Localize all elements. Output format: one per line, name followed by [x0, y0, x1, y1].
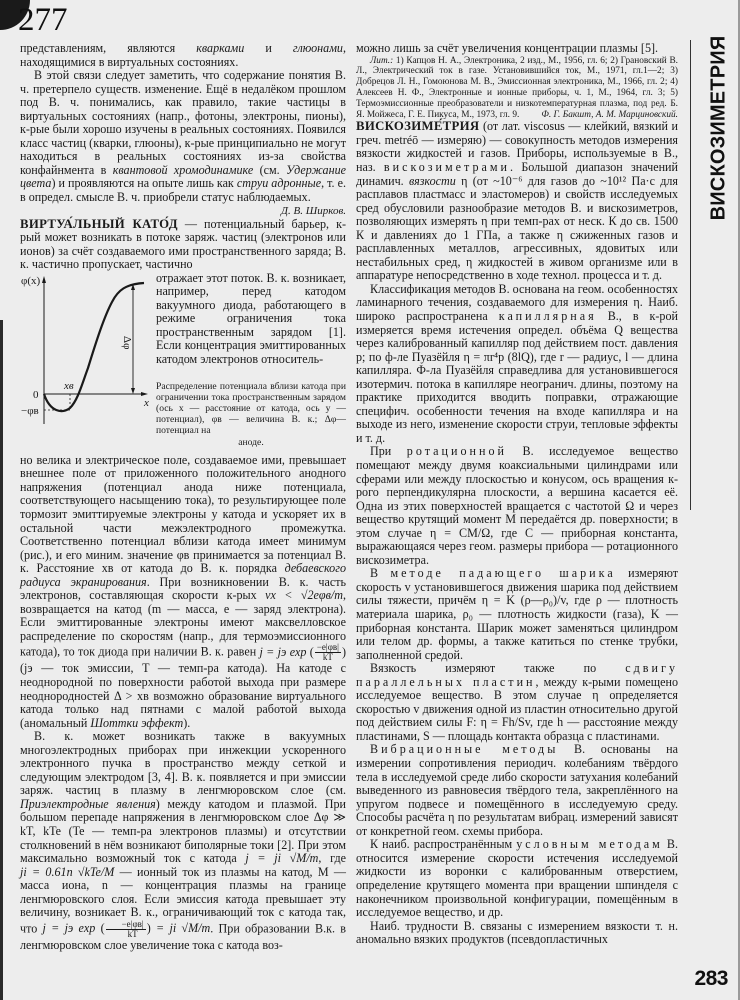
author-signature: Ф. Г. Бакшт, А. М. Марциновский. — [541, 109, 678, 120]
entry-virtual-cathode: ВИРТУА́ЛЬНЫЙ КАТО́Д — потенциальный барьер, к-рый может возникать в потоке заряж. частиц (электронов или ионов) за счёт создаваемого ими пространственного заряда; В. к. частично пропускает, частично — [20, 216, 346, 272]
x-axis-arrow — [141, 392, 148, 396]
page-number-left: 277 — [18, 2, 68, 38]
delta-phi-label: Δφ — [121, 335, 133, 350]
figure-side-text — [156, 272, 346, 448]
caption-last-line: аноде. — [238, 436, 264, 448]
figure-caption — [156, 381, 346, 448]
potential-distribution-figure — [20, 272, 152, 432]
entry-viscometry: ВИСКОЗИМЕ́ТРИЯ (от лат. viscosus — клейкий, вязкий и греч. metréō — измеряю) — совокупность методов измерения вязкости жидкостей и газов. Приборы, используемые в В., наз. вискозиметрами. Большой диапазон значений динамич. вязкости η (от ~10⁻⁶ для газов до ~10¹² Па·с для расплавов пластмасс и эластомеров) и свойств исследуемых сред обусловили разнообразие методов В. и вискозиметров, позволяющих измерять η при темп-рах от неск. К до св. 1500 К и давлениях до 1 ГПа, а также η сжиженных газов и расплавленных металлов, агрессивных, ядовитых или нестабильных сред, η жидкостей в живом организме или в аппаратуре непосредственно в ходе технол. процесса и т. д. — [356, 119, 678, 283]
min-potential-label: −φв — [21, 404, 39, 417]
page-number-right: 283 — [694, 967, 728, 990]
author-signature: Д. В. Ширков. — [281, 204, 346, 217]
paragraph: представлениям, являются кварками и глюонами, находящимися в виртуальных состояниях. — [20, 41, 346, 69]
zero-label: 0 — [33, 388, 39, 401]
caption-text: Распределение потенциала вблизи катода при ограничении тока пространственным зарядом (ось x — расстояние от катода, ось y — потенциал), φв — величина В. к.; Δφ—потенциал на — [156, 380, 346, 437]
delta-phi-arrowhead-bottom — [131, 388, 135, 394]
entry-title: ВИСКОЗИМЕ́ТРИЯ — [356, 119, 480, 134]
paragraph: можно лишь за счёт увеличения концентрации плазмы [5]. — [356, 41, 659, 55]
running-head-text: ВИСКОЗИМЕТРИЯ — [707, 35, 730, 221]
entry-title: ВИРТУА́ЛЬНЫЙ КАТО́Д — [20, 216, 178, 231]
x-axis-label: x — [144, 396, 149, 409]
paragraph: Вязкость измеряют также по сдвигу параллельных пластин, между к-рыми помещено исследуемое вещество. В этом случае η определяется скоростью v движения одной из пластин относительно другой под действием силы F: η = Fh/Sv, где h — расстояние между пластинами, S — площадь контакта образца с пластинами. — [356, 661, 678, 743]
running-head-rule — [690, 40, 691, 510]
left-column — [20, 42, 346, 952]
xmin-label: xв — [64, 379, 74, 392]
paragraph: но велика и электрическое поле, создаваемое ими, превышает внешнее поле от приложенного положительного анодного напряжения (потенциал анода ниже потенциала, соответствующего насыщению тока), то результирующее поле тормозит эмиттируемые электроны у катода и ускоряет их в остальной части межэлектродного промежутка. Соответственно потенциал вблизи катода имеет минимум (рис.), и его миним. значение φв принимается за потенциал В. к. Расстояние xв от катода до В. к. порядка дебаевского радиуса экранирования. При возникновении В. к. часть электронов, составляющая скорости к-рых vx < √2eφв/m, возвращается на катод (m — масса, e — заряд электрона). Если эмиттированные электроны имеют максвелловское распределение по скоростям (напр., для термоэмиссионного катода), то ток диода при наличии В. к. равен j = jэ exp ( $\frac{-e|\varphi в|}{kT}$ ) (jэ — ток эмиссии, T — темп-ра катода). На катоде с неоднородной по поверхности работой выхода при размере неоднородностей Δ > xв возможно образование виртуального катода только над пятнами с малой работой выхода (аномальный Шоттки эффект). — [20, 452, 347, 730]
references: Лит.: 1) Капцов Н. А., Электроника, 2 изд., М., 1956, гл. 6; 2) Грановский В. Л., Электрический ток в газе. Установившийся ток, М., 1971, гл.1—2; 3) Добрецов Л. Н., Гомоюнова М. В., Эмиссионная электроника, М., 1966, гл. 2; 4) Алексеев Н. Ф., Электронные и ионные приборы, ч. 1, М., 1964, гл. 3; 5) Термоэмиссионные преобразователи и низкотемпературная плазма, под ред. Б. Я. Мойжеса, Г. Е. Пикуса, М., 1973, гл. 9. Ф. Г. Бакшт, А. М. Марциновский. — [356, 55, 679, 120]
paragraph: В этой связи следует заметить, что содержание понятия В. ч. претерпело существ. изменение. Ещё в недалёком прошлом под В. ч. понимались, как правило, такие частицы в виртуальных состояниях (напр., фотоны, электроны, пионы), к-рые были хорошо изучены в реальных состояниях. Появился класс частиц (кварки, глюоны), к-рые принципиально не могут находиться в реальных состояниях из-за свойства конфайнмента в квантовой хромодинамике (см. Удержание цвета) и проявляются на опыте лишь как струи адронные, т. е. в определ. смысле В. ч. приобрели статус наблюдаемых. — [20, 68, 347, 205]
paragraph: Вибрационные методы В. основаны на измерении сопротивления периодич. колебаниям твёрдого тела в исследуемой среде либо скорости затухания колебаний выведенного из равновесия твёрдого тела, закреплённого на упругом подвесе и помещённого в исследуемую среду. Способы расчёта η по результатам вибрац. измерений зависят от конкретной геом. схемы прибора. — [356, 742, 679, 838]
formula: j = jэ exp ( $\frac{-e|\varphi в|}{kT}$ ) — [259, 642, 346, 663]
right-column — [356, 42, 678, 947]
y-axis-label: φ(x) — [21, 274, 41, 287]
paragraph: При ротационной В. исследуемое вещество помещают между двумя коаксиальными цилиндрами или сферами или между плоскостью и конусом, ось вращения к-рого перпендикулярна плоскости, а вершина касается её. Одна из этих поверхностей вращается с частотой Ω и через вещество крутящий момент M передаётся др. поверхности; в этом случае η = CM/Ω, где C — приборная константа, выражающаяся через геом. размеры прибора — ротационного вискозиметра. — [356, 444, 678, 567]
paragraph: Наиб. трудности В. связаны с измерением вязкости т. н. аномально вязких продуктов (псевдопластичных — [356, 918, 678, 947]
paragraph: В методе падающего шарика измеряют скорость v установившегося движения шарика под действием силы тяжести, причём η = K (ρ—ρ₀)/v, где ρ — плотность материала шарика, ρ₀ — плотность жидкости (газа), K — приборная константа. Шарик может заменяться цилиндром или телом др. формы, а также катиться по стенке трубки, заполненной средой. — [356, 566, 678, 662]
y-axis-arrow — [42, 276, 46, 283]
paragraph: К наиб. распространённым условным методам В. относится измерение скорости истечения исследуемой жидкости из воронки с калиброванным отверстием, определение крутящего момента при вращении шпинделя с наконечником произвольной конфигурации, помещённым в исследуемое вещество, и др. — [356, 837, 678, 920]
page-binding-edge — [0, 320, 3, 1000]
paragraph: Классификация методов В. основана на геом. особенностях ламинарного течения, создаваемого для измерения η. Наиб. широко распространена капиллярная В., в к-рой измеряется время истечения определ. объёма Q вещества через калиброванный капилляр под действием пост. давления p; по ф-ле Пуазёйля η = πr⁴p (8lQ), где r — радиус, l — длина капилляра. Ф-ла Пуазёйля справедлива для установившегося изотермич. потока в капилляре неогранич. длины, поэтому на практике приходится вводить поправки, отражающие специфич. особенности течения на входе капилляра и на выходе из него, изменение скорости струи, тепловые эффекты и т. д. — [356, 281, 678, 445]
figure-side-paragraph: отражает этот поток. В. к. возникает, например, перед катодом вакуумного диода, работающего в режиме ограничения тока пространственным зарядом [1]. Если концентрация эмиттированных катодом электронов относитель- — [156, 270, 346, 367]
formula: j = jэ exp ( $\frac{-e|\varphi в|}{kT}$ ) = ji √M/m — [42, 918, 211, 939]
figure-block — [20, 272, 346, 448]
running-head — [704, 35, 734, 221]
paragraph: В. к. может возникать также в вакуумных многоэлектродных приборах при инжекции ускоренного электронного пучка в пространство между сеткой и следующим электродом [3, 4]. В. к. появляется и при эмиссии заряж. частиц в плазму в ленгмюровском слое (см. Приэлектродные явления) между катодом и плазмой. При большом перепаде напряжения в ленгмюровском слое Δφ ≫ kT, kTe (Te — темп-ра электронов плазмы) и отсутствии столкновений в нём возникают биполярные токи [2]. При этом максимально возможный ток с катода j = ji √M/m, где ji = 0.61n √kTe/M — ионный ток из плазмы на катод, M — масса иона, n — концентрация плазмы на границе ленгмюровского слоя. Если эмиссия катода превышает эту величину, возникает В. к., ограничивающий ток с катода так, что j = jэ exp ( $\frac{-e|\varphi в|}{kT}$ ) = ji √M/m. При образовании В.к. в ленгмюровском слое увеличение тока с катода воз- — [20, 729, 346, 952]
